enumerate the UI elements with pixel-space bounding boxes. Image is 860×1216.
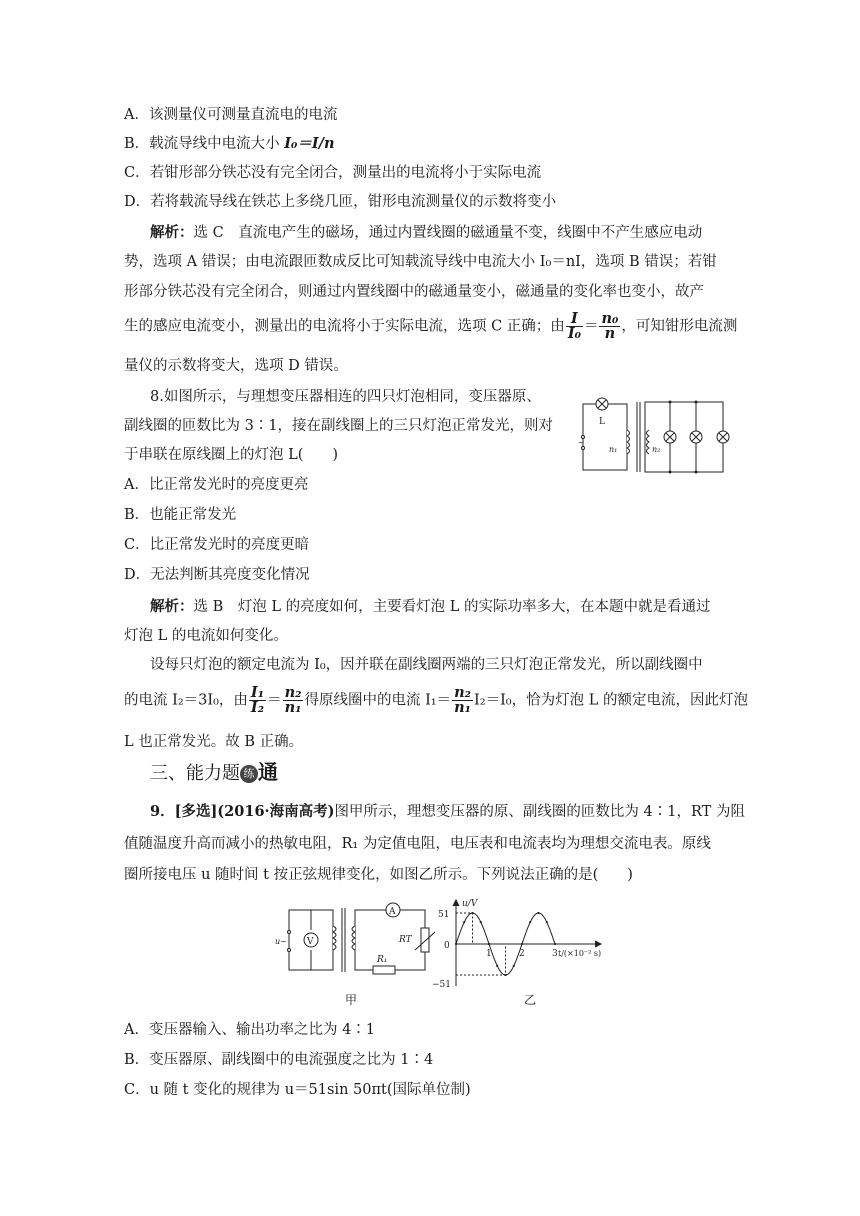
q7-solution-line3: 形部分铁芯没有完全闭合，则通过内置线圈中的磁通量变小，磁通量的变化率也变小，故产: [124, 284, 704, 300]
data-point: [455, 943, 456, 944]
q8-solution-line1: 解析：选 B 灯泡 L 的亮度如何，主要看灯泡 L 的实际功率多大，在本题中就是看通过: [150, 598, 711, 615]
guide-line: [456, 913, 473, 944]
q7-solution-line5: 量仪的示数将变大，选项 D 错误。: [124, 358, 348, 374]
practice-badge: 练: [240, 765, 258, 783]
q7-option-b: B．载流导线中电流大小 I₀＝I/n: [124, 135, 335, 152]
voltmeter-icon: [304, 910, 318, 970]
q8-circuit-figure: [575, 392, 745, 482]
q9-stem-line2: 值随温度升高而减小的热敏电阻，R₁ 为定值电阻，电压表和电流表均为理想交流电表。原线: [124, 836, 711, 852]
data-point: [505, 974, 506, 975]
q7-solution-line4: 生的感应电流变小，测量出的电流将小于实际电流，选项 C 正确；由 $\frac{I}{\text{I₀}}$ ＝ $\frac{\text{n₀}}{n}$ ，可知钳形电流测: [124, 310, 738, 342]
svg-text:RT: RT: [399, 935, 412, 945]
q7-option-a: A．该测量仪可测量直流电的电流: [124, 107, 338, 123]
q8-solution-line5: L 也正常发光。故 B 正确。: [124, 734, 304, 750]
x-tick-label: 1: [486, 949, 492, 959]
source-u-label: u~: [275, 937, 287, 946]
lamp-l-label: L: [599, 417, 605, 427]
q8-solution-line4: 的电流 I₂＝3I₀，由 $\frac{\text{I₁}}{\text{I₂}}$ ＝ $\frac{\text{n₂}}{\text{n₁}}$ 得原线圈中的电流 I₁＝ $\frac{\text{n₂}}{\text{n₁}}$ I₂＝I₀，恰为灯泡 L 的额定电流，因此灯泡: [124, 684, 748, 716]
n2-label: n₂: [652, 445, 661, 454]
figure-yi-caption: 乙: [524, 993, 537, 1007]
q9-option-b: B．变压器原、副线圈中的电流强度之比为 1∶4: [124, 1052, 434, 1068]
secondary-coil: [647, 430, 650, 454]
svg-text:R₁: R₁: [377, 955, 388, 965]
q8-option-c: C．比正常发光时的亮度更暗: [124, 537, 310, 553]
y-min-label: −51: [432, 980, 451, 990]
data-point: [513, 965, 514, 966]
q9-stem-line3: 圈所接电压 u 随时间 t 按正弦规律变化，如图乙所示。下列说法正确的是( ): [124, 867, 633, 883]
n1-label: n₁: [609, 445, 618, 454]
q8-option-a: A．比正常发光时的亮度更亮: [124, 477, 309, 493]
x-tick-label: 2: [519, 949, 525, 959]
fraction: $\frac{\text{I₁}}{\text{I₂}}$: [250, 684, 265, 716]
q8-stem-line1: 8.如图所示，与理想变压器相连的四只灯泡相同，变压器原、: [150, 389, 541, 405]
secondary-coil: [352, 926, 355, 950]
q7-solution-line1: 解析：选 C 直流电产生的磁场，通过内置线圈的磁通量不变，线圈中不产生感应电动: [150, 224, 703, 241]
q9-option-a: A．变压器输入、输出功率之比为 4∶1: [124, 1022, 376, 1038]
data-point: [480, 922, 481, 923]
svg-text:A: A: [389, 907, 396, 917]
lamp-icon: [690, 431, 702, 443]
fraction: $\frac{\text{n₀}}{n}$: [601, 310, 619, 342]
y-max-label: 51: [438, 910, 450, 920]
q8-stem-line3: 于串联在原线圈上的灯泡 L( ): [124, 447, 339, 463]
lamp-icon: [664, 431, 676, 443]
fraction: $\frac{\text{n₂}}{\text{n₁}}$: [454, 684, 472, 716]
q7-option-d: D．若将载流导线在铁芯上多绕几匝，钳形电流测量仪的示数将变小: [124, 194, 557, 210]
fraction: $\frac{I}{\text{I₀}}$: [567, 310, 581, 342]
ammeter-icon: [386, 903, 400, 917]
q7-option-b-formula: I₀＝I/n: [284, 135, 335, 152]
x-tick-label: 3: [552, 949, 558, 959]
section-heading: 三、能力题 练 通: [150, 760, 278, 784]
q8-option-d: D．无法判断其亮度变化情况: [124, 567, 310, 583]
q9-stem-line1: 9．[多选](2016·海南高考)图甲所示，理想变压器的原、副线圈的匝数比为 4∶1，RT 为阻: [150, 803, 745, 820]
data-point: [554, 943, 555, 944]
q9-option-c: C．u 随 t 变化的规律为 u＝51sin 50πt(国际单位制): [124, 1082, 471, 1098]
y-axis-arrow: [453, 900, 459, 906]
q9-figure-yi-chart: [430, 896, 620, 1011]
x-axis-arrow: [595, 941, 601, 947]
q8-stem-line2: 副线圈的匝数比为 3∶1，接在副线圈上的三只灯泡正常发光，则对: [124, 418, 554, 434]
data-point: [488, 943, 489, 944]
q9-figure-jia: [275, 898, 440, 1013]
resistor-r1: [373, 955, 395, 974]
data-point: [546, 922, 547, 923]
svg-text:~: ~: [578, 439, 584, 447]
guide-line: [456, 944, 506, 975]
lamp-icon: [596, 398, 608, 410]
q8-option-b: B．也能正常发光: [124, 507, 237, 523]
q7-option-c: C．若钳形部分铁芯没有完全闭合，测量出的电流将小于实际电流: [124, 165, 542, 181]
data-point: [497, 965, 498, 966]
q8-solution-line3: 设每只灯泡的额定电流为 I₀，因并联在副线圈两端的三只灯泡正常发光，所以副线圈中: [150, 657, 703, 673]
lamp-icon: [717, 431, 729, 443]
data-point: [464, 922, 465, 923]
q8-solution-line2: 灯泡 L 的电流如何变化。: [124, 628, 288, 644]
fraction: $\frac{\text{n₂}}{\text{n₁}}$: [284, 684, 302, 716]
figure-jia-caption: 甲: [345, 993, 358, 1007]
data-point: [530, 922, 531, 923]
primary-coil: [333, 926, 336, 950]
y-axis-label: u/V: [462, 899, 478, 909]
data-point: [472, 912, 473, 913]
data-point: [521, 943, 522, 944]
x-axis-label: t/(×10⁻² s): [558, 949, 602, 958]
primary-coil: [627, 430, 630, 454]
data-point: [538, 912, 539, 913]
origin-label: 0: [444, 941, 450, 951]
q7-solution-line2: 势，选项 A 错误；由电流跟匝数成反比可知载流导线中电流大小 I₀＝nI，选项 B 错误；若钳: [124, 254, 717, 270]
svg-text:V: V: [307, 937, 314, 947]
